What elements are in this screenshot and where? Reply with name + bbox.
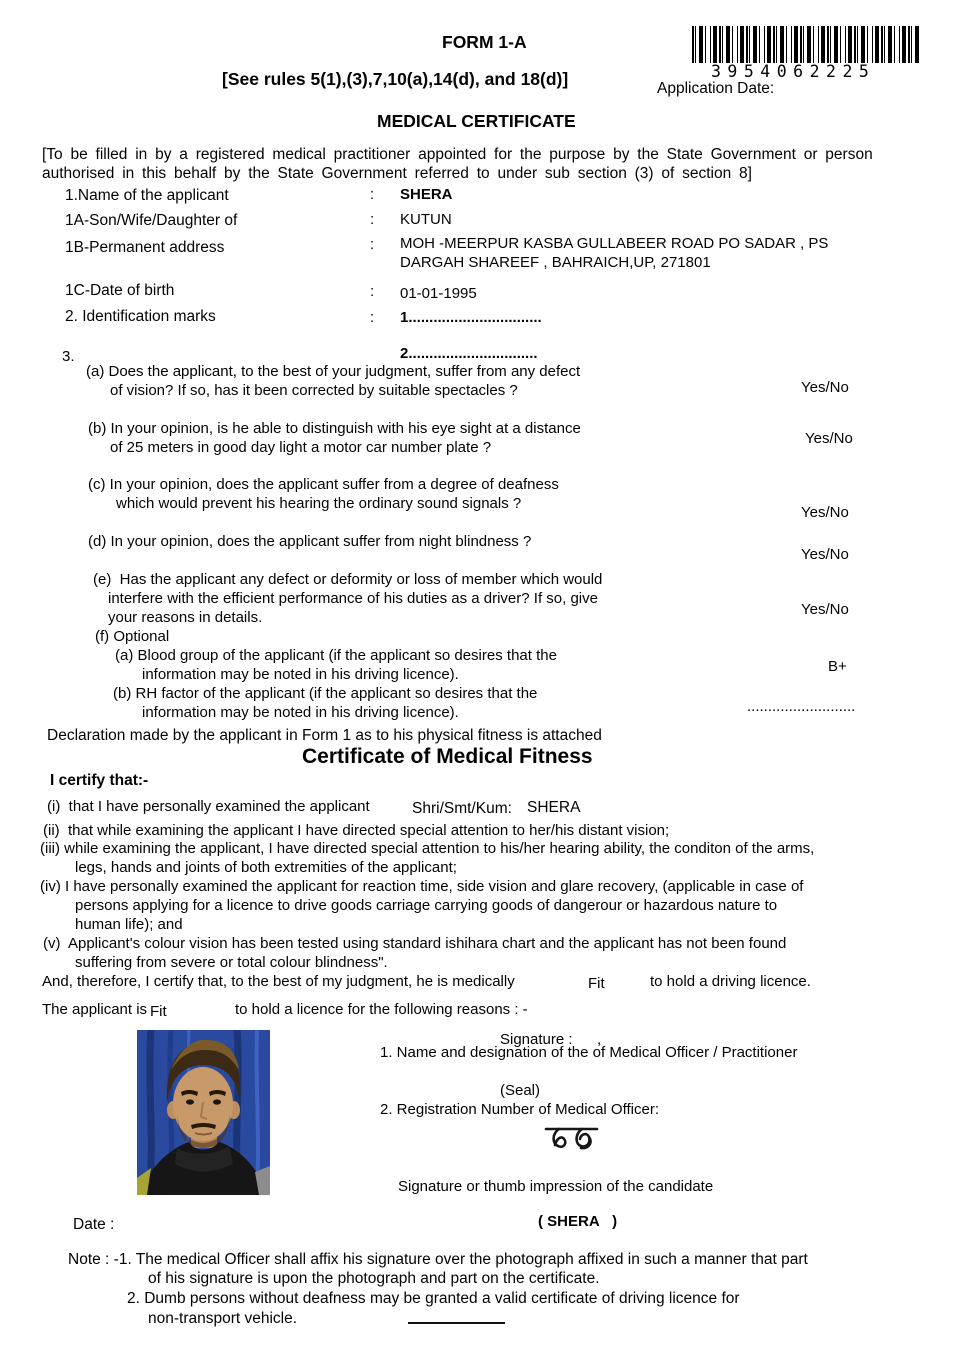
date-label: Date : xyxy=(73,1216,115,1233)
certify-item-i: (i) that I have personally examined the applicant xyxy=(47,798,370,815)
dob-field-label: 1C-Date of birth xyxy=(65,282,175,299)
question-c-line-2: which would prevent his hearing the ordinary sound signals ? xyxy=(116,495,522,512)
certify-item-iii-line-1: (iii) while examining the applicant, I have directed special attention to his/her hearing ability, the conditon of the arms, xyxy=(40,840,815,857)
conclusion-pre: And, therefore, I certify that, to the best of my judgment, he is medically xyxy=(42,973,515,990)
rules-line: [See rules 5(1),(3),7,10(a),14(d), and 18(d)] xyxy=(222,69,569,89)
question-e-line-1: (e) Has the applicant any defect or deformity or loss of member which would xyxy=(93,571,603,588)
address-field-value-line-2: DARGAH SHAREEF , BAHRAICH,UP, 271801 xyxy=(400,254,711,271)
certify-item-i-salutation: Shri/Smt/Kum: xyxy=(412,800,512,817)
applicant-fit-value: Fit xyxy=(150,1003,167,1020)
relation-field-label: 1A-Son/Wife/Daughter of xyxy=(65,212,238,229)
id-marks-field-label: 2. Identification marks xyxy=(65,308,216,325)
certify-item-v-line-2: suffering from severe or total colour blindness". xyxy=(75,954,388,971)
certify-item-ii: (ii) that while examining the applicant I have directed special attention to her/his distant vision; xyxy=(43,822,670,839)
signature-comma: , xyxy=(597,1031,602,1048)
question-d-line-1: (d) In your opinion, does the applicant suffer from night blindness ? xyxy=(88,533,532,550)
rh-factor-line-1: (b) RH factor of the applicant (if the applicant so desires that the xyxy=(113,685,538,702)
signature-label: Signature : xyxy=(500,1031,573,1048)
name-field-value: SHERA xyxy=(400,186,453,203)
rh-factor-answer: .......................... xyxy=(747,698,856,715)
medical-certificate-title: MEDICAL CERTIFICATE xyxy=(377,111,576,131)
address-field-value-line-1: MOH -MEERPUR KASBA GULLABEER ROAD PO SADAR , PS xyxy=(400,235,829,252)
candidate-signature-icon xyxy=(543,1122,601,1161)
id-marks-field-colon: : xyxy=(370,309,375,326)
fitness-title: Certificate of Medical Fitness xyxy=(302,745,593,768)
question-b-line-1: (b) In your opinion, is he able to distinguish with his eye sight at a distance xyxy=(88,420,581,437)
registration-number-item: 2. Registration Number of Medical Officer: xyxy=(380,1101,660,1118)
question-c-answer: Yes/No xyxy=(801,504,849,521)
rh-factor-line-2: information may be noted in his driving licence). xyxy=(142,704,459,721)
certify-item-iv-line-1: (iv) I have personally examined the applicant for reaction time, side vision and glare recovery, (applicable in case of xyxy=(40,878,804,895)
id-mark-2-value: 2............................... xyxy=(400,345,538,362)
blood-group-answer: B+ xyxy=(828,658,847,675)
applicant-photo xyxy=(137,1030,270,1195)
applicant-fit-pre: The applicant is xyxy=(42,1001,148,1018)
form-title: FORM 1-A xyxy=(442,32,527,52)
relation-field-value: KUTUN xyxy=(400,211,452,228)
candidate-signature-caption: Signature or thumb impression of the candidate xyxy=(398,1178,714,1195)
note-line-3: 2. Dumb persons without deafness may be granted a valid certificate of driving licence for xyxy=(127,1290,740,1307)
applicant-fit-post: to hold a licence for the following reasons : - xyxy=(235,1001,528,1018)
seal-label: (Seal) xyxy=(500,1082,541,1099)
relation-field-colon: : xyxy=(370,211,375,228)
question-a-line-1: (a) Does the applicant, to the best of your judgment, suffer from any defect xyxy=(86,363,581,380)
address-field-colon: : xyxy=(370,236,375,253)
intro-line-2: authorised in this behalf by the State Government referred to under sub section (3) of section 8] xyxy=(42,165,752,182)
name-field-colon: : xyxy=(370,186,375,203)
question-f-heading: (f) Optional xyxy=(95,628,170,645)
certify-item-i-name: SHERA xyxy=(527,799,581,816)
certify-item-v-line-1: (v) Applicant's colour vision has been tested using standard ishihara chart and the applicant has not been found xyxy=(43,935,787,952)
question-b-answer: Yes/No xyxy=(805,430,853,447)
section3-number: 3. xyxy=(62,348,75,365)
certify-item-iii-line-2: legs, hands and joints of both extremities of the applicant; xyxy=(75,859,457,876)
question-a-answer: Yes/No xyxy=(801,379,849,396)
id-marks-field-value: 1................................ xyxy=(400,309,542,326)
question-b-line-2: of 25 meters in good day light a motor car number plate ? xyxy=(110,439,492,456)
name-field-label: 1.Name of the applicant xyxy=(65,187,229,204)
conclusion-fit-value: Fit xyxy=(588,975,605,992)
certify-item-iv-line-2: persons applying for a licence to drive goods carriage carrying goods of dangerour or hazardous nature to xyxy=(75,897,778,914)
question-e-line-3: your reasons in details. xyxy=(108,609,263,626)
dob-field-colon: : xyxy=(370,283,375,300)
candidate-name: ( SHERA ) xyxy=(538,1213,618,1230)
medical-officer-name-item: 1. Name and designation of the of Medical Officer / Practitioner xyxy=(380,1044,798,1061)
note-underline xyxy=(408,1322,505,1324)
question-a-line-2: of vision? If so, has it been corrected by suitable spectacles ? xyxy=(110,382,518,399)
blood-group-line-2: information may be noted in his driving licence). xyxy=(142,666,459,683)
barcode-number: 3954062225 xyxy=(711,62,876,81)
intro-line-1: [To be filled in by a registered medical practitioner appointed for the purpose by the State Government or person xyxy=(42,146,873,163)
note-line-2: of his signature is upon the photograph and part on the certificate. xyxy=(148,1270,600,1287)
question-d-answer: Yes/No xyxy=(801,546,849,563)
certify-item-iv-line-3: human life); and xyxy=(75,916,183,933)
address-field-label: 1B-Permanent address xyxy=(65,239,225,256)
note-line-1: Note : -1. The medical Officer shall affix his signature over the photograph affixed in such a manner that part xyxy=(68,1251,808,1268)
note-line-4: non-transport vehicle. xyxy=(148,1310,298,1327)
declaration-line: Declaration made by the applicant in Form 1 as to his physical fitness is attached xyxy=(47,727,602,744)
question-c-line-1: (c) In your opinion, does the applicant suffer from a degree of deafness xyxy=(88,476,559,493)
question-e-answer: Yes/No xyxy=(801,601,849,618)
barcode-icon xyxy=(692,26,919,63)
application-date-label: Application Date: xyxy=(657,80,775,97)
blood-group-line-1: (a) Blood group of the applicant (if the applicant so desires that the xyxy=(115,647,557,664)
conclusion-post: to hold a driving licence. xyxy=(650,973,811,990)
certify-heading: I certify that:- xyxy=(50,772,149,789)
dob-field-value: 01-01-1995 xyxy=(400,285,477,302)
question-e-line-2: interfere with the efficient performance of his duties as a driver? If so, give xyxy=(108,590,598,607)
